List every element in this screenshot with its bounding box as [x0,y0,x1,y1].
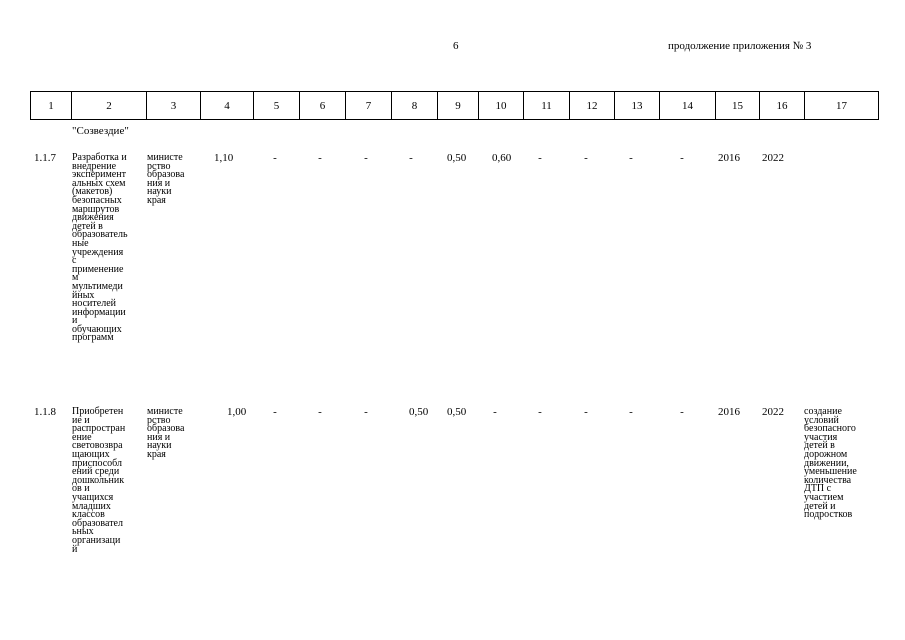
row-col12: - [584,406,588,418]
row-col14: - [680,406,684,418]
header-col-15: 15 [716,92,760,120]
header-col-12: 12 [570,92,615,120]
header-col-17: 17 [805,92,879,120]
row-executor: министе рство образова ния и науки края [147,406,185,460]
header-col-13: 13 [615,92,660,120]
header-col-11: 11 [524,92,570,120]
page-number: 6 [453,40,459,52]
row-col13: - [629,152,633,164]
row-start-year: 2016 [718,152,740,164]
row-col6: - [318,152,322,164]
row-col8: - [409,152,413,164]
row-name: Приобретен ие и распростран ение световозвра щающих приспособл ений среди дошкольник ов и учащихся младших классов образовател ьных организаци й [72,406,126,555]
row-col8: 0,50 [409,406,429,418]
continuation-label: продолжение приложения № 3 [668,40,812,52]
row-col11: - [538,152,542,164]
row-col5: - [273,406,277,418]
row-col9: 0,50 [447,406,467,418]
row-col5: - [273,152,277,164]
header-col-3: 3 [147,92,201,120]
header-col-16: 16 [760,92,805,120]
row-executor: министе рство образова ния и науки края [147,152,185,206]
header-table [30,91,879,120]
header-col-6: 6 [300,92,346,120]
row-col14: - [680,152,684,164]
row-col12: - [584,152,588,164]
row-result: создание условий безопасного участия детей в дорожном движении, уменьшение количества ДТП с участием детей и подростков [804,406,857,521]
prev-row-tail: "Созвездие" [72,125,129,137]
header-col-10: 10 [479,92,524,120]
header-col-9: 9 [438,92,479,120]
row-name: Разработка и внедрение эксперимент альных схем (макетов) безопасных маршрутов движения детей в образователь ные учреждения с применение м мультимеди йных носителей информации и обучающих программ [72,152,128,344]
header-col-7: 7 [346,92,392,120]
row-col11: - [538,406,542,418]
row-id: 1.1.8 [34,406,56,418]
row-total: 1,10 [214,152,234,164]
row-end-year: 2022 [762,152,784,164]
row-end-year: 2022 [762,406,784,418]
row-col7: - [364,406,368,418]
header-col-2: 2 [72,92,147,120]
row-col13: - [629,406,633,418]
header-col-5: 5 [254,92,300,120]
row-col7: - [364,152,368,164]
row-total: 1,00 [227,406,247,418]
header-col-14: 14 [660,92,716,120]
header-col-1: 1 [31,92,72,120]
row-id: 1.1.7 [34,152,56,164]
header-col-4: 4 [201,92,254,120]
row-col10: 0,60 [492,152,512,164]
row-col10: - [493,406,497,418]
header-col-8: 8 [392,92,438,120]
row-col9: 0,50 [447,152,467,164]
row-col6: - [318,406,322,418]
header-row [31,92,879,120]
row-start-year: 2016 [718,406,740,418]
